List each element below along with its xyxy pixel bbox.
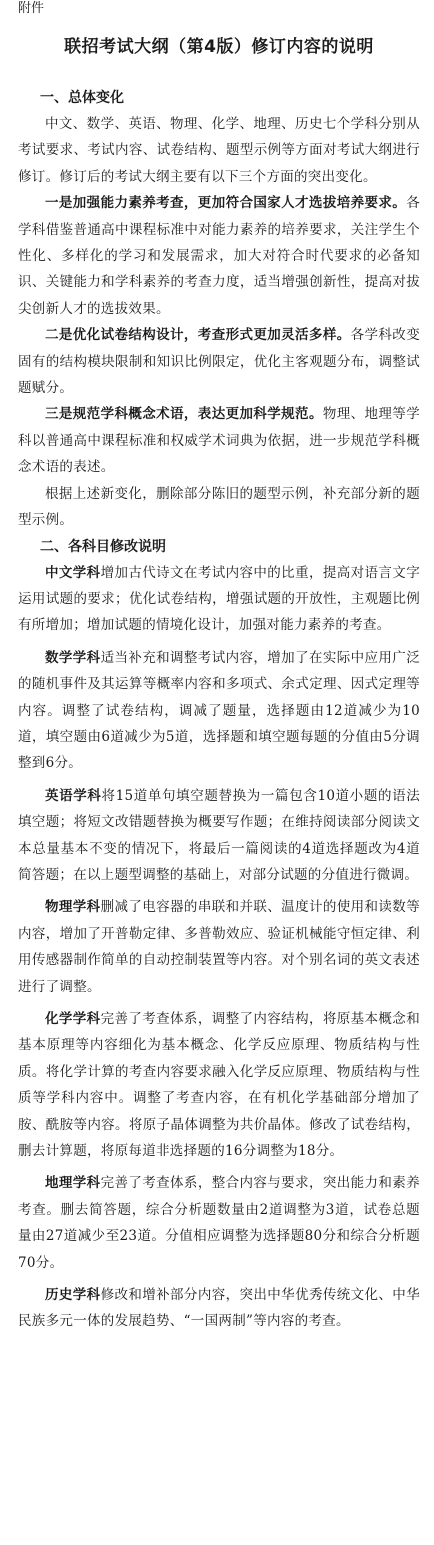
point3-body: 物理、地理等学科以普通高中课程标准和权威学术词典为依据，进一步规范学科概念术语的表述。	[18, 406, 420, 476]
english-paragraph	[18, 783, 420, 889]
section1-point2	[18, 322, 420, 401]
physics-body: 删减了电容器的串联和并联、温度计的使用和读数等内容，增加了开普勒定律、多普勒效应、验证机械能守恒定律、利用传感器制作简单的自动控制装置等内容。对个别名词的英文表述进行了调整。	[18, 899, 421, 995]
geography-body: 完善了考查体系，整合内容与要求，突出能力和素养考查。删去简答题，综合分析题数量由2道调整为3道，试卷总题量由27道减少至23道。分值相应调整为选择题80分和综合分析题70分。	[18, 1175, 421, 1271]
physics-lead: 物理学科	[45, 899, 101, 916]
chemistry-body: 完善了考查体系，调整了内容结构，将原基本概念和基本原理等内容细化为基本概念、化学反应原理、物质结构与性质。将化学计算的考查内容要求融入化学反应原理、物质结构与性质等学科内容中。调整了考查内容，在有机化学基础部分增加了胺、酰胺等内容。将原子晶体调整为共价晶体。修改了试卷结构，删去计算题，将原每道非选择题的16分调整为18分。	[18, 1011, 421, 1160]
chinese-body: 增加古代诗文在考试内容中的比重，提高对语言文字运用试题的要求；优化试卷结构，增强试题的开放性，主观题比例有所增加；增加试题的情境化设计，加强对能力素养的考查。	[18, 564, 421, 634]
chemistry-paragraph	[18, 1006, 420, 1164]
section1-point1	[18, 190, 420, 322]
english-body: 将15道单句填空题替换为一篇包含10道小题的语法填空题；将短文改错题替换为概要写作题；在维持阅读部分阅读文本总量基本不变的情况下，将最后一篇阅读的4道选择题改为4道简答题；在以上题型调整的基础上，对部分试题的分值进行微调。	[18, 787, 421, 883]
attachment-label: 附件	[18, 1, 45, 16]
point1-body: 各学科借鉴普通高中课程标准中对能力素养的培养要求，关注学生个性化、多样化的学习和发展需求，加大对符合时代要求的必备知识、关键能力和学科素养的考查力度，适当增强创新性，提高对拔尖创新人才的选拔效果。	[18, 195, 420, 317]
point3-lead: 三是规范学科概念术语，表达更加科学规范。	[45, 406, 323, 423]
section2-heading: 二、各科目修改说明	[40, 538, 166, 555]
chemistry-lead: 化学学科	[45, 1011, 101, 1027]
chinese-lead: 中文学科	[45, 564, 101, 581]
document-title: 联招考试大纲（第4版）修订内容的说明	[64, 37, 374, 57]
math-paragraph	[18, 645, 420, 777]
point2-body: 各学科改变固有的结构模块限制和知识比例限定，优化主客观题分布，调整试题赋分。	[18, 327, 420, 397]
section1-intro: 中文、数学、英语、物理、化学、地理、历史七个学科分别从考试要求、考试内容、试卷结构、题型示例等方面对考试大纲进行修订。修订后的考试大纲主要有以下三个方面的突出变化。	[18, 116, 420, 185]
history-paragraph	[18, 1282, 420, 1335]
chinese-paragraph	[18, 560, 420, 639]
section1-heading: 一、总体变化	[40, 90, 124, 106]
english-lead: 英语学科	[45, 787, 102, 804]
geography-lead: 地理学科	[45, 1175, 101, 1192]
point1-lead: 一是加强能力素养考查，更加符合国家人才选拔培养要求。	[45, 195, 407, 212]
geography-paragraph	[18, 1170, 420, 1276]
math-body: 适当补充和调整考试内容，增加了在实际中应用广泛的随机事件及其运算等概率内容和多项式、余式定理、因式定理等内容。调整了试卷结构，调减了题量，选择题由12道减少为10道，填空题由6道减少为5道，选择题和填空题每题的分值由5分调整到6分。	[18, 649, 421, 772]
physics-paragraph	[18, 894, 420, 1000]
history-body: 修改和增补部分内容，突出中华优秀传统文化、中华民族多元一体的发展趋势、“一国两制”等内容的考查。	[18, 1287, 421, 1330]
section1-point3	[18, 401, 420, 480]
history-lead: 历史学科	[45, 1287, 101, 1304]
section1-closing: 根据上述新变化，删除部分陈旧的题型示例，补充部分新的题型示例。	[18, 485, 420, 529]
math-lead: 数学学科	[45, 649, 101, 666]
point2-lead: 二是优化试卷结构设计，考查形式更加灵活多样。	[45, 327, 351, 344]
